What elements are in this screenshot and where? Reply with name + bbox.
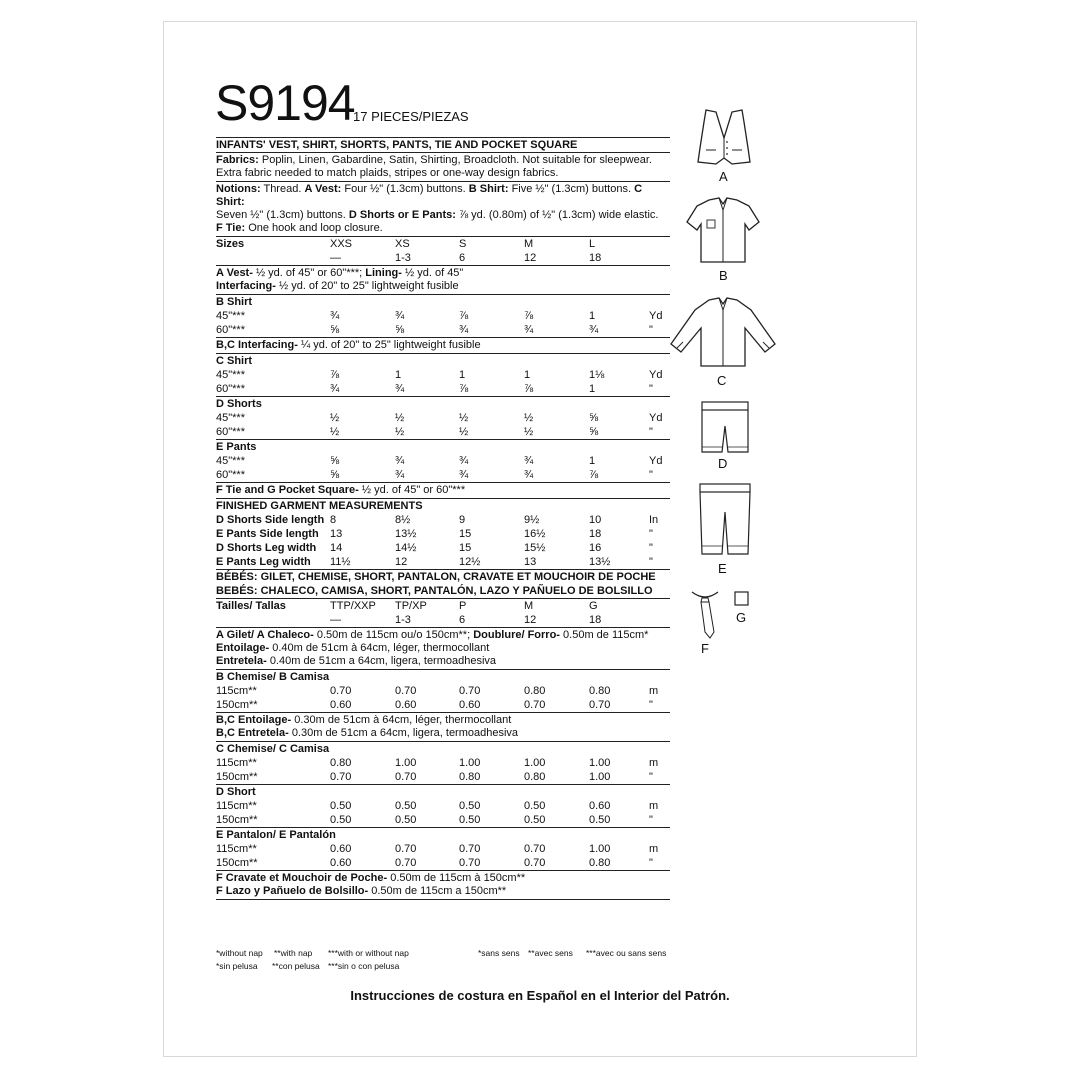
- garment-title: C Chemise/ C Camisa: [216, 743, 330, 755]
- yardage-cell: 0.60: [330, 699, 352, 711]
- lining-label: Lining-: [365, 267, 402, 279]
- row-label: 60"***: [216, 383, 245, 395]
- yardage-cell: 0.70: [330, 685, 352, 697]
- garment-label-g: G: [736, 610, 747, 625]
- bc-interfacing: [216, 338, 670, 353]
- unit-label: ": [649, 324, 653, 336]
- row-label: 115cm**: [216, 843, 257, 855]
- footnote: **avec sens: [528, 948, 573, 958]
- footnote: ***sin o con pelusa: [328, 961, 400, 971]
- e-pantalon-block: [216, 828, 670, 870]
- row-label: 60"***: [216, 469, 245, 481]
- size-header: TTP/XXP: [330, 600, 376, 612]
- garment-label-e: E: [718, 561, 727, 576]
- size-header: XXS: [330, 238, 353, 250]
- size-header: P: [459, 600, 467, 612]
- yardage-cell: ⅞: [459, 310, 469, 322]
- yardage-cell: ⅞: [330, 369, 340, 381]
- yardage-cell: 14: [330, 542, 343, 554]
- yardage-cell: ½: [330, 412, 340, 424]
- spanish-title: BEBÉS: CHALECO, CAMISA, SHORT, PANTALÓN, LAZO Y PAÑUELO DE BOLSILLO: [216, 585, 653, 597]
- unit-label: m: [649, 843, 659, 855]
- yardage-cell: 0.50: [330, 800, 352, 812]
- row-label: 115cm**: [216, 685, 257, 697]
- unit-label: ": [649, 699, 653, 711]
- notions-de-label: D Shorts or E Pants:: [348, 209, 456, 221]
- unit-label: m: [649, 800, 659, 812]
- long-sleeve-shirt-drawing: [667, 296, 779, 370]
- yardage-cell: 1: [524, 369, 531, 381]
- footnote: *sans sens: [478, 948, 520, 958]
- entoilage-label: Entoilage-: [216, 642, 270, 654]
- vest-drawing: [692, 108, 756, 168]
- yardage-cell: 0.50: [524, 814, 546, 826]
- yardage-cell: 0.50: [589, 814, 611, 826]
- garment-title: E Pantalon/ E Pantalón: [216, 829, 336, 841]
- notions-paragraph: [216, 182, 670, 236]
- notions-text: One hook and loop closure.: [248, 222, 383, 234]
- entretela-label: Entretela-: [216, 655, 267, 667]
- yardage-cell: 0.50: [459, 814, 481, 826]
- yardage-cell: ½: [395, 412, 405, 424]
- bc-interfacing-label: B,C Interfacing-: [216, 339, 298, 351]
- footnotes: [216, 948, 670, 974]
- yardage-cell: 0.50: [395, 800, 417, 812]
- yardage-cell: 1.00: [459, 757, 481, 769]
- yardage-cell: 0.70: [330, 771, 352, 783]
- row-label: 150cm**: [216, 699, 258, 711]
- yardage-cell: 0.70: [459, 857, 481, 869]
- bc-interfacing-text: ¼ yd. of 20" to 25" lightweight fusible: [300, 339, 481, 351]
- row-label: 45"***: [216, 310, 245, 322]
- yardage-cell: 0.80: [589, 685, 611, 697]
- yardage-cell: 13½: [395, 528, 417, 540]
- entretela-text: 0.40m de 51cm a 64cm, ligera, termoadhesiva: [269, 655, 497, 667]
- yardage-cell: 13: [330, 528, 343, 540]
- gilet-text: 0.50m de 115cm ou/o 150cm**;: [316, 629, 471, 641]
- bc-entretela-text: 0.30m de 51cm a 64cm, ligera, termoadhesiva: [291, 727, 519, 739]
- vest-yardage: [216, 266, 670, 294]
- yardage-cell: 16: [589, 542, 602, 554]
- yardage-cell: ⅝: [330, 324, 340, 336]
- yardage-cell: ¾: [524, 469, 534, 481]
- yardage-cell: 0.60: [459, 699, 481, 711]
- garment-title: C Shirt: [216, 355, 253, 367]
- size-sub: 18: [589, 614, 602, 626]
- yardage-cell: 0.70: [395, 685, 417, 697]
- bc-entretela-label: B,C Entretela-: [216, 727, 289, 739]
- unit-label: m: [649, 757, 659, 769]
- yardage-cell: ⅞: [524, 383, 534, 395]
- tie-drawing: [688, 588, 722, 640]
- row-label: 150cm**: [216, 857, 258, 869]
- yardage-cell: 13½: [589, 556, 611, 568]
- yardage-cell: ¾: [395, 383, 405, 395]
- notions-c-label: C Shirt:: [216, 183, 643, 208]
- unit-label: ": [649, 383, 653, 395]
- yardage-cell: 1: [589, 383, 596, 395]
- yardage-cell: ⅝: [589, 426, 599, 438]
- yardage-cell: 9½: [524, 514, 540, 526]
- yardage-cell: ¾: [330, 383, 340, 395]
- unit-label: Yd: [649, 412, 663, 424]
- unit-label: ": [649, 426, 653, 438]
- size-sub: 1-3: [395, 614, 411, 626]
- tie-label: F Tie and G Pocket Square-: [216, 484, 359, 496]
- yardage-cell: 0.60: [589, 800, 611, 812]
- bc-entoilage-label: B,C Entoilage-: [216, 714, 292, 726]
- unit-label: ": [649, 814, 653, 826]
- footnote: ***avec ou sans sens: [586, 948, 667, 958]
- footnote: *without nap: [216, 948, 263, 958]
- english-title: INFANTS' VEST, SHIRT, SHORTS, PANTS, TIE AND POCKET SQUARE: [216, 139, 578, 151]
- unit-label: Yd: [649, 455, 663, 467]
- fabrics-text-2: Extra fabric needed to match plaids, stripes or one-way design fabrics.: [216, 167, 559, 179]
- size-header: TP/XP: [395, 600, 427, 612]
- yardage-cell: ⅝: [395, 324, 405, 336]
- yardage-cell: ¾: [395, 310, 405, 322]
- yardage-cell: ¾: [459, 455, 469, 467]
- e-pants-block: [216, 440, 670, 482]
- yardage-cell: 0.60: [330, 843, 352, 855]
- yardage-cell: 0.50: [330, 814, 352, 826]
- lazo-label: F Lazo y Pañuelo de Bolsillo-: [216, 885, 369, 897]
- bc-entoilage-text: 0.30m de 51cm à 64cm, léger, thermocollant: [294, 714, 512, 726]
- yardage-cell: 0.70: [524, 699, 546, 711]
- unit-label: In: [649, 514, 659, 526]
- notions-text: ⅞ yd. (0.80m) of ½" (1.3cm) wide elastic.: [458, 209, 659, 221]
- pattern-number: S9194: [215, 75, 355, 131]
- b-chemise-block: [216, 670, 670, 712]
- finished-title: FINISHED GARMENT MEASUREMENTS: [216, 500, 423, 512]
- size-header: M: [524, 238, 534, 250]
- yardage-cell: ½: [330, 426, 340, 438]
- yardage-cell: 14½: [395, 542, 417, 554]
- row-label: D Shorts Side length: [216, 514, 325, 526]
- yardage-cell: ⅞: [589, 469, 599, 481]
- yardage-cell: 0.50: [395, 814, 417, 826]
- size-header: L: [589, 238, 596, 250]
- yardage-cell: 1.00: [589, 757, 611, 769]
- yardage-cell: ¾: [459, 324, 469, 336]
- notions-b-label: B Shirt:: [468, 183, 509, 195]
- unit-label: m: [649, 685, 659, 697]
- shorts-drawing: [700, 400, 750, 456]
- unit-label: ": [649, 857, 653, 869]
- pieces-count: 17 PIECES/PIEZAS: [353, 109, 469, 124]
- garment-title: E Pants: [216, 441, 257, 453]
- yardage-cell: 1.00: [589, 843, 611, 855]
- yardage-cell: 13: [524, 556, 537, 568]
- yardage-cell: 1.00: [395, 757, 417, 769]
- yardage-cell: 0.70: [395, 843, 417, 855]
- size-sub: —: [330, 614, 341, 626]
- yardage-cell: ⅞: [459, 383, 469, 395]
- footnote: *sin pelusa: [216, 961, 258, 971]
- yardage-cell: 0.70: [459, 843, 481, 855]
- notions-a-label: A Vest:: [304, 183, 342, 195]
- interfacing-label: Interfacing-: [216, 280, 276, 292]
- size-sub: 6: [459, 252, 466, 264]
- unit-label: ": [649, 771, 653, 783]
- yardage-cell: ¾: [524, 455, 534, 467]
- yardage-cell: ¾: [395, 455, 405, 467]
- garment-label-f: F: [701, 641, 709, 656]
- garment-title: B Chemise/ B Camisa: [216, 671, 330, 683]
- row-label: 45"***: [216, 369, 245, 381]
- yardage-cell: 1: [459, 369, 466, 381]
- yardage-cell: 0.70: [459, 685, 481, 697]
- yardage-cell: ¾: [395, 469, 405, 481]
- notions-text: Thread.: [263, 183, 302, 195]
- garment-label-a: A: [719, 169, 728, 184]
- c-shirt-block: [216, 354, 670, 396]
- interfacing-text: ½ yd. of 20" to 25" lightweight fusible: [278, 280, 459, 292]
- garment-title: B Shirt: [216, 296, 253, 308]
- bc-entoilage: [216, 713, 670, 741]
- yardage-cell: 18: [589, 528, 602, 540]
- unit-label: ": [649, 528, 653, 540]
- yardage-cell: 15½: [524, 542, 546, 554]
- yardage-cell: ⅝: [330, 455, 340, 467]
- fabrics-text: Poplin, Linen, Gabardine, Satin, Shirting, Broadcloth. Not suitable for sleepwear.: [261, 154, 652, 166]
- unit-label: Yd: [649, 310, 663, 322]
- fabrics-label: Fabrics:: [216, 154, 259, 166]
- unit-label: ": [649, 556, 653, 568]
- notions-text: Five ½" (1.3cm) buttons.: [511, 183, 632, 195]
- yardage-cell: ¾: [330, 310, 340, 322]
- footnote: ***with or without nap: [328, 948, 409, 958]
- size-header: M: [524, 600, 534, 612]
- sizes-label: Sizes: [216, 238, 245, 250]
- yardage-cell: ½: [459, 426, 469, 438]
- finished-measurements: [216, 513, 670, 569]
- yardage-cell: 0.80: [589, 857, 611, 869]
- garment-label-b: B: [719, 268, 728, 283]
- yardage-cell: 0.70: [395, 771, 417, 783]
- row-label: 60"***: [216, 324, 245, 336]
- row-label: 150cm**: [216, 771, 258, 783]
- yardage-cell: 8½: [395, 514, 411, 526]
- tie-text: ½ yd. of 45" or 60"***: [361, 484, 466, 496]
- yardage-cell: 0.60: [330, 857, 352, 869]
- unit-label: Yd: [649, 369, 663, 381]
- tailles-label: Tailles/ Tallas: [216, 600, 286, 612]
- garment-label-c: C: [717, 373, 727, 388]
- lazo-text: 0.50m de 115cm a 150cm**: [371, 885, 507, 897]
- yardage-cell: 11½: [330, 556, 351, 568]
- pants-drawing: [698, 482, 752, 558]
- yardage-cell: 1.00: [589, 771, 611, 783]
- unit-label: ": [649, 469, 653, 481]
- yardage-cell: ¾: [589, 324, 599, 336]
- yardage-cell: 1: [589, 455, 596, 467]
- d-short-block: [216, 785, 670, 827]
- pocket-square-drawing: [734, 591, 750, 607]
- cravate-text: 0.50m de 115cm à 150cm**: [390, 872, 526, 884]
- short-sleeve-shirt-drawing: [683, 196, 763, 266]
- row-label: 45"***: [216, 455, 245, 467]
- gilet-yardage: [216, 628, 670, 669]
- yardage-cell: 15: [459, 528, 472, 540]
- size-sub: 18: [589, 252, 602, 264]
- row-label: 45"***: [216, 412, 245, 424]
- yardage-cell: 0.80: [524, 771, 546, 783]
- yardage-cell: 1: [395, 369, 402, 381]
- yardage-cell: 12½: [459, 556, 481, 568]
- yardage-cell: 0.50: [459, 800, 481, 812]
- row-label: E Pants Leg width: [216, 556, 311, 568]
- size-sub: 6: [459, 614, 466, 626]
- row-label: 115cm**: [216, 800, 257, 812]
- yardage-cell: ¾: [459, 469, 469, 481]
- doublure-label: Doublure/ Forro-: [473, 629, 560, 641]
- size-header: XS: [395, 238, 410, 250]
- spanish-instructions-note: Instrucciones de costura en Español en el Interior del Patrón.: [350, 988, 730, 1003]
- yardage-cell: ½: [524, 426, 534, 438]
- yardage-cell: ½: [459, 412, 469, 424]
- fabrics-paragraph: [216, 153, 670, 181]
- notions-label: Notions:: [216, 183, 261, 195]
- yardage-cell: 0.80: [524, 685, 546, 697]
- garment-label-d: D: [718, 456, 728, 471]
- yardage-cell: 15: [459, 542, 472, 554]
- yardage-cell: 1: [589, 310, 596, 322]
- d-shorts-block: [216, 397, 670, 439]
- yardage-cell: 0.50: [524, 800, 546, 812]
- doublure-text: 0.50m de 115cm*: [563, 629, 649, 641]
- yardage-cell: ⅞: [524, 310, 534, 322]
- yardage-cell: 0.70: [524, 843, 546, 855]
- french-title: BÉBÉS: GILET, CHEMISE, SHORT, PANTALON, CRAVATE ET MOUCHOIR DE POCHE: [216, 571, 656, 583]
- notions-text: Seven ½" (1.3cm) buttons.: [216, 209, 346, 221]
- size-sub: 12: [524, 252, 537, 264]
- row-label: D Shorts Leg width: [216, 542, 317, 554]
- size-sub: 12: [524, 614, 537, 626]
- row-label: E Pants Side length: [216, 528, 319, 540]
- size-sub: 1-3: [395, 252, 411, 264]
- yardage-cell: 9: [459, 514, 466, 526]
- yardage-cell: 0.70: [395, 857, 417, 869]
- size-sub: —: [330, 252, 341, 264]
- footnote: **con pelusa: [272, 961, 320, 971]
- b-shirt-block: [216, 295, 670, 337]
- size-header: G: [589, 600, 598, 612]
- cravate-label: F Cravate et Mouchoir de Poche-: [216, 872, 388, 884]
- yardage-cell: ⅝: [330, 469, 340, 481]
- footnote: **with nap: [274, 948, 313, 958]
- garment-title: D Shorts: [216, 398, 262, 410]
- c-chemise-block: [216, 742, 670, 784]
- yardage-cell: 16½: [524, 528, 546, 540]
- yardage-cell: ⅝: [589, 412, 599, 424]
- cravate-yardage: [216, 871, 670, 899]
- yardage-cell: ½: [524, 412, 534, 424]
- notions-text: Four ½" (1.3cm) buttons.: [344, 183, 466, 195]
- yardage-cell: 0.70: [524, 857, 546, 869]
- yardage-cell: 0.60: [395, 699, 417, 711]
- row-label: 60"***: [216, 426, 245, 438]
- size-header: S: [459, 238, 467, 250]
- yardage-cell: 1⅛: [589, 369, 605, 381]
- yardage-cell: 0.80: [459, 771, 481, 783]
- garment-title: D Short: [216, 786, 256, 798]
- yardage-cell: 1.00: [524, 757, 546, 769]
- row-label: 115cm**: [216, 757, 257, 769]
- gilet-label: A Gilet/ A Chaleco-: [216, 629, 314, 641]
- yardage-cell: ¾: [524, 324, 534, 336]
- row-label: 150cm**: [216, 814, 258, 826]
- yardage-cell: 0.70: [589, 699, 611, 711]
- unit-label: ": [649, 542, 653, 554]
- yardage-cell: 12: [395, 556, 408, 568]
- vest-text: ½ yd. of 45" or 60"***;: [255, 267, 363, 279]
- lining-text: ½ yd. of 45": [405, 267, 464, 279]
- entoilage-text: 0.40m de 51cm à 64cm, léger, thermocollant: [272, 642, 490, 654]
- yardage-cell: 0.80: [330, 757, 352, 769]
- yardage-cell: 10: [589, 514, 602, 526]
- yardage-cell: ½: [395, 426, 405, 438]
- yardage-chart: [216, 137, 670, 900]
- vest-label: A Vest-: [216, 267, 253, 279]
- yardage-cell: 8: [330, 514, 337, 526]
- notions-f-label: F Tie:: [216, 222, 246, 234]
- tie-yardage: [216, 483, 670, 498]
